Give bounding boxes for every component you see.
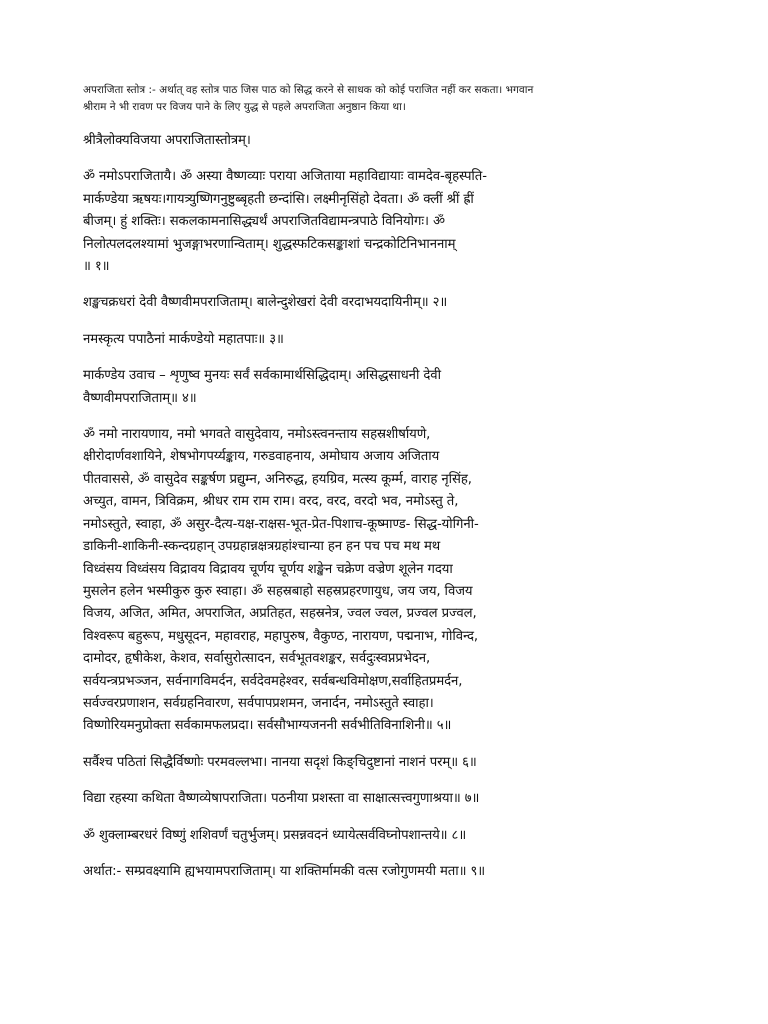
verse-line: ॐ शुक्लाम्बरधरं विष्णुं शशिवर्णं चतुर्भुजम्। प्रसन्नवदनं ध्यायेत्सर्वविघ्नोपशान्तये॥ ८॥ <box>83 827 467 843</box>
verse-line: ॐ नमो नारायणाय, नमो भगवते वासुदेवाय, नमोऽस्त्वनन्ताय सहस्रशीर्षायणे, <box>83 427 431 443</box>
document-page <box>83 82 683 897</box>
verse-line: बीजम्। हुं शक्तिः। सकलकामनासिद्ध्यर्थं अपराजितविद्यामन्त्रपाठे विनियोगः। ॐ <box>83 214 445 230</box>
verse-line: क्षीरोदार्णवशायिने, शेषभोगपर्य्यङ्काय, गरुडवाहनाय, अमोघाय अजाय अजिताय <box>83 449 440 465</box>
verse-line: विश्वरूप बहुरूप, मधुसूदन, महावराह, महापुरुष, वैकुण्ठ, नारायण, पद्मनाभ, गोविन्द, <box>83 628 478 644</box>
verse-line: पीतवाससे, ॐ वासुदेव सङ्कर्षण प्रद्युम्न, अनिरुद्ध, हयग्रिव, मत्स्य कूर्म्म, वाराह नृसिंह, <box>83 471 472 487</box>
verse-line: अच्युत, वामन, त्रिविक्रम, श्रीधर राम राम राम। वरद, वरद, वरदो भव, नमोऽस्तु ते, <box>83 494 459 510</box>
verse-5 <box>83 424 683 738</box>
verse-line: विद्या रहस्या कथिता वैष्णव्येषापराजिता। पठनीया प्रशस्ता वा साक्षात्सत्त्वगुणाश्रया॥ ७॥ <box>83 791 480 807</box>
verse-line: नमोऽस्तुते, स्वाहा, ॐ असुर-दैत्य-यक्ष-राक्षस-भूत-प्रेत-पिशाच-कूष्माण्ड- सिद्ध-योगिनी- <box>83 516 479 532</box>
verse-line: निलोत्पलदलश्यामां भुजङ्गाभरणान्विताम्। शुद्धस्फटिकसङ्काशां चन्द्रकोटिनिभाननाम् <box>83 236 456 252</box>
verse-line: नमस्कृत्य पपाठैनां मार्कण्डेयो महातपाः॥ ३॥ <box>83 331 284 347</box>
stotra-title <box>83 130 683 152</box>
verse-2 <box>83 292 683 314</box>
verse-line: अर्थात:- सम्प्रवक्ष्यामि ह्यभयामपराजिताम्। या शक्तिर्मामकी वत्स रजोगुणमयी मता॥ ९॥ <box>83 863 486 879</box>
verse-line: दामोदर, हृषीकेश, केशव, सर्वासुरोत्सादन, सर्वभूतवशङ्कर, सर्वदुःस्वप्नप्रभेदन, <box>83 651 431 667</box>
verse-line: विष्णोरियमनुप्रोक्ता सर्वकामफलप्रदा। सर्वसौभाग्यजननी सर्वभीतिविनाशिनी॥ ५॥ <box>83 718 452 734</box>
verse-7 <box>83 788 683 810</box>
verse-line: ॥ १॥ <box>83 259 110 275</box>
verse-line: मार्कण्डेय उवाच – शृणुष्व मुनयः सर्वं सर्वकामार्थसिद्धिदाम्। असिद्धसाधनी देवी <box>83 368 441 384</box>
verse-8 <box>83 825 683 847</box>
intro-paragraph <box>83 82 683 116</box>
verse-4 <box>83 365 683 410</box>
verse-line: वैष्णवीमपराजिताम्॥ ४॥ <box>83 390 197 406</box>
verse-line: मार्कण्डेया ऋषयः।गायत्र्युष्णिगनुष्टुब्बृहती छन्दांसि। लक्ष्मीनृसिंहो देवता। ॐ क्लीं श्रीं ह्रीं <box>83 191 474 207</box>
verse-line: श्रीत्रैलोक्यविजया अपराजितास्तोत्रम्। <box>83 133 251 148</box>
intro-line: श्रीराम ने भी रावण पर विजय पाने के लिए युद्ध से पहले अपराजिता अनुष्ठान किया था। <box>83 101 406 113</box>
verse-6 <box>83 752 683 774</box>
verse-line: विजय, अजित, अमित, अपराजित, अप्रतिहत, सहस्रनेत्र, ज्वल ज्वल, प्रज्वल प्रज्वल, <box>83 606 477 622</box>
verse-line: सर्वज्वरप्रणाशन, सर्वग्रहनिवारण, सर्वपापप्रशमन, जनार्दन, नमोऽस्तुते स्वाहा। <box>83 695 434 711</box>
verse-line: विध्वंसय विध्वंसय विद्रावय विद्रावय चूर्णय चूर्णय शङ्खेन चक्रेण वज्रेण शूलेन गदया <box>83 561 453 577</box>
verse-line: ॐ नमोऽपराजितायै। ॐ अस्या वैष्णव्याः पराया अजिताया महाविद्यायाः वामदेव-बृहस्पति- <box>83 169 487 185</box>
verse-1 <box>83 166 683 278</box>
verse-line: मुसलेन हलेन भस्मीकुरु कुरु स्वाहा। ॐ सहस्रबाहो सहस्रप्रहरणायुध, जय जय, विजय <box>83 583 473 599</box>
verse-line: शङ्खचक्रधरां देवी वैष्णवीमपराजिताम्। बालेन्दुशेखरां देवी वरदाभयदायिनीम्॥ २॥ <box>83 295 448 311</box>
verse-9 <box>83 861 683 883</box>
verse-line: डाकिनी-शाकिनी-स्कन्दग्रहान् उपग्रहान्नक्षत्रग्रहांश्चान्या हन हन पच पच मथ मथ <box>83 539 441 555</box>
verse-3 <box>83 329 683 351</box>
verse-line: सर्वैश्च पठितां सिद्धैर्विष्णोः परमवल्लभा। नानया सदृशं किङ्चिदुष्टानां नाशनं परम्॥ ६॥ <box>83 754 477 770</box>
verse-line: सर्वयन्त्रप्रभञ्जन, सर्वनागविमर्दन, सर्वदेवमहेश्वर, सर्वबन्धविमोक्षण,सर्वाहितप्रमर्दन, <box>83 673 463 689</box>
intro-line: अपराजिता स्तोत्र :- अर्थात् वह स्तोत्र पाठ जिस पाठ को सिद्ध करने से साधक को कोई पराजित नहीं कर सकता। भगवान <box>83 84 534 96</box>
